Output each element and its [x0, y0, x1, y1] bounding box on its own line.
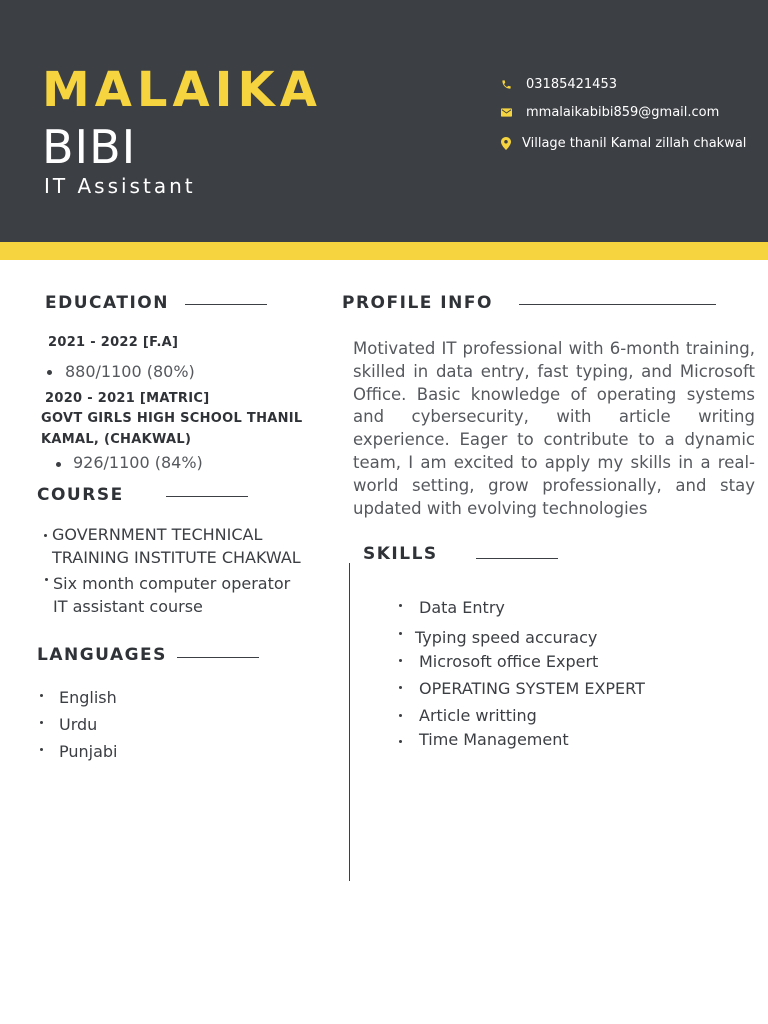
- profile-text: Motivated IT professional with 6-month training, skilled in data entry, fast typing, and Microsoft Office. Basic knowledge of operating systems and cybersecurity, with article writing experience. Eager to contribute to a dynamic team, I am excited to apply my skills in a real-world setting, grow professionally, and stay updated with evolving technologies: [353, 339, 755, 518]
- education-result-fa: 880/1100 (80%): [65, 362, 195, 381]
- bullet: [45, 578, 48, 581]
- course-heading: COURSE: [37, 485, 124, 505]
- course-rule: [166, 496, 248, 497]
- education-period-matric: 2020 - 2021 [MATRIC]: [45, 391, 210, 406]
- skill-item: Article writting: [419, 706, 537, 725]
- contact-email: [500, 103, 719, 121]
- language-item: English: [59, 688, 117, 707]
- bullet: [399, 632, 402, 635]
- first-name: MALAIKA: [42, 62, 322, 118]
- address-text: Village thanil Kamal zillah chakwal: [522, 135, 747, 151]
- profile-heading: PROFILE INFO: [342, 293, 493, 313]
- course-item-2-line1: Six month computer operator: [53, 574, 291, 593]
- languages-heading: LANGUAGES: [37, 645, 167, 665]
- education-heading: EDUCATION: [45, 293, 169, 313]
- skill-item: Typing speed accuracy: [415, 628, 598, 647]
- bullet: [40, 748, 43, 751]
- bullet: [399, 686, 402, 689]
- accent-bar: [0, 242, 768, 260]
- bullet: [399, 659, 402, 662]
- skill-item: OPERATING SYSTEM EXPERT: [419, 679, 645, 698]
- course-item-2-line2: IT assistant course: [53, 597, 203, 616]
- skills-heading: SKILLS: [363, 544, 438, 564]
- phone-icon: [500, 77, 512, 91]
- education-school-line2: KAMAL, (CHAKWAL): [41, 432, 192, 447]
- column-divider: [349, 563, 350, 881]
- education-result-matric: 926/1100 (84%): [73, 453, 203, 472]
- education-school-line1: GOVT GIRLS HIGH SCHOOL THANIL: [41, 411, 303, 426]
- skill-item: Microsoft office Expert: [419, 652, 599, 671]
- last-name: BIBI: [42, 120, 137, 174]
- bullet: [40, 721, 43, 724]
- location-pin-icon: [500, 136, 512, 150]
- bullet: [56, 462, 61, 467]
- skills-rule: [476, 558, 558, 559]
- job-title: IT Assistant: [44, 174, 196, 198]
- education-period-fa: 2021 - 2022 [F.A]: [48, 335, 179, 350]
- bullet: [47, 370, 52, 375]
- education-rule: [185, 304, 267, 305]
- bullet: [399, 714, 402, 717]
- bullet: [399, 740, 402, 743]
- contact-phone: [500, 75, 617, 93]
- email-icon: [500, 105, 512, 119]
- language-item: Urdu: [59, 715, 98, 734]
- bullet: [44, 534, 47, 537]
- bullet: [40, 694, 43, 697]
- bullet: [399, 604, 402, 607]
- course-item-1-line1: GOVERNMENT TECHNICAL: [52, 525, 263, 544]
- course-item-1-line2: TRAINING INSTITUTE CHAKWAL: [52, 548, 301, 567]
- language-item: Punjabi: [59, 742, 118, 761]
- skill-item: Time Management: [419, 730, 569, 749]
- skill-item: Data Entry: [419, 598, 505, 617]
- phone-link[interactable]: 03185421453: [526, 76, 617, 92]
- profile-rule: [519, 304, 716, 305]
- contact-address: [500, 134, 746, 152]
- email-link[interactable]: mmalaikabibi859@gmail.com: [526, 104, 720, 120]
- languages-rule: [177, 657, 259, 658]
